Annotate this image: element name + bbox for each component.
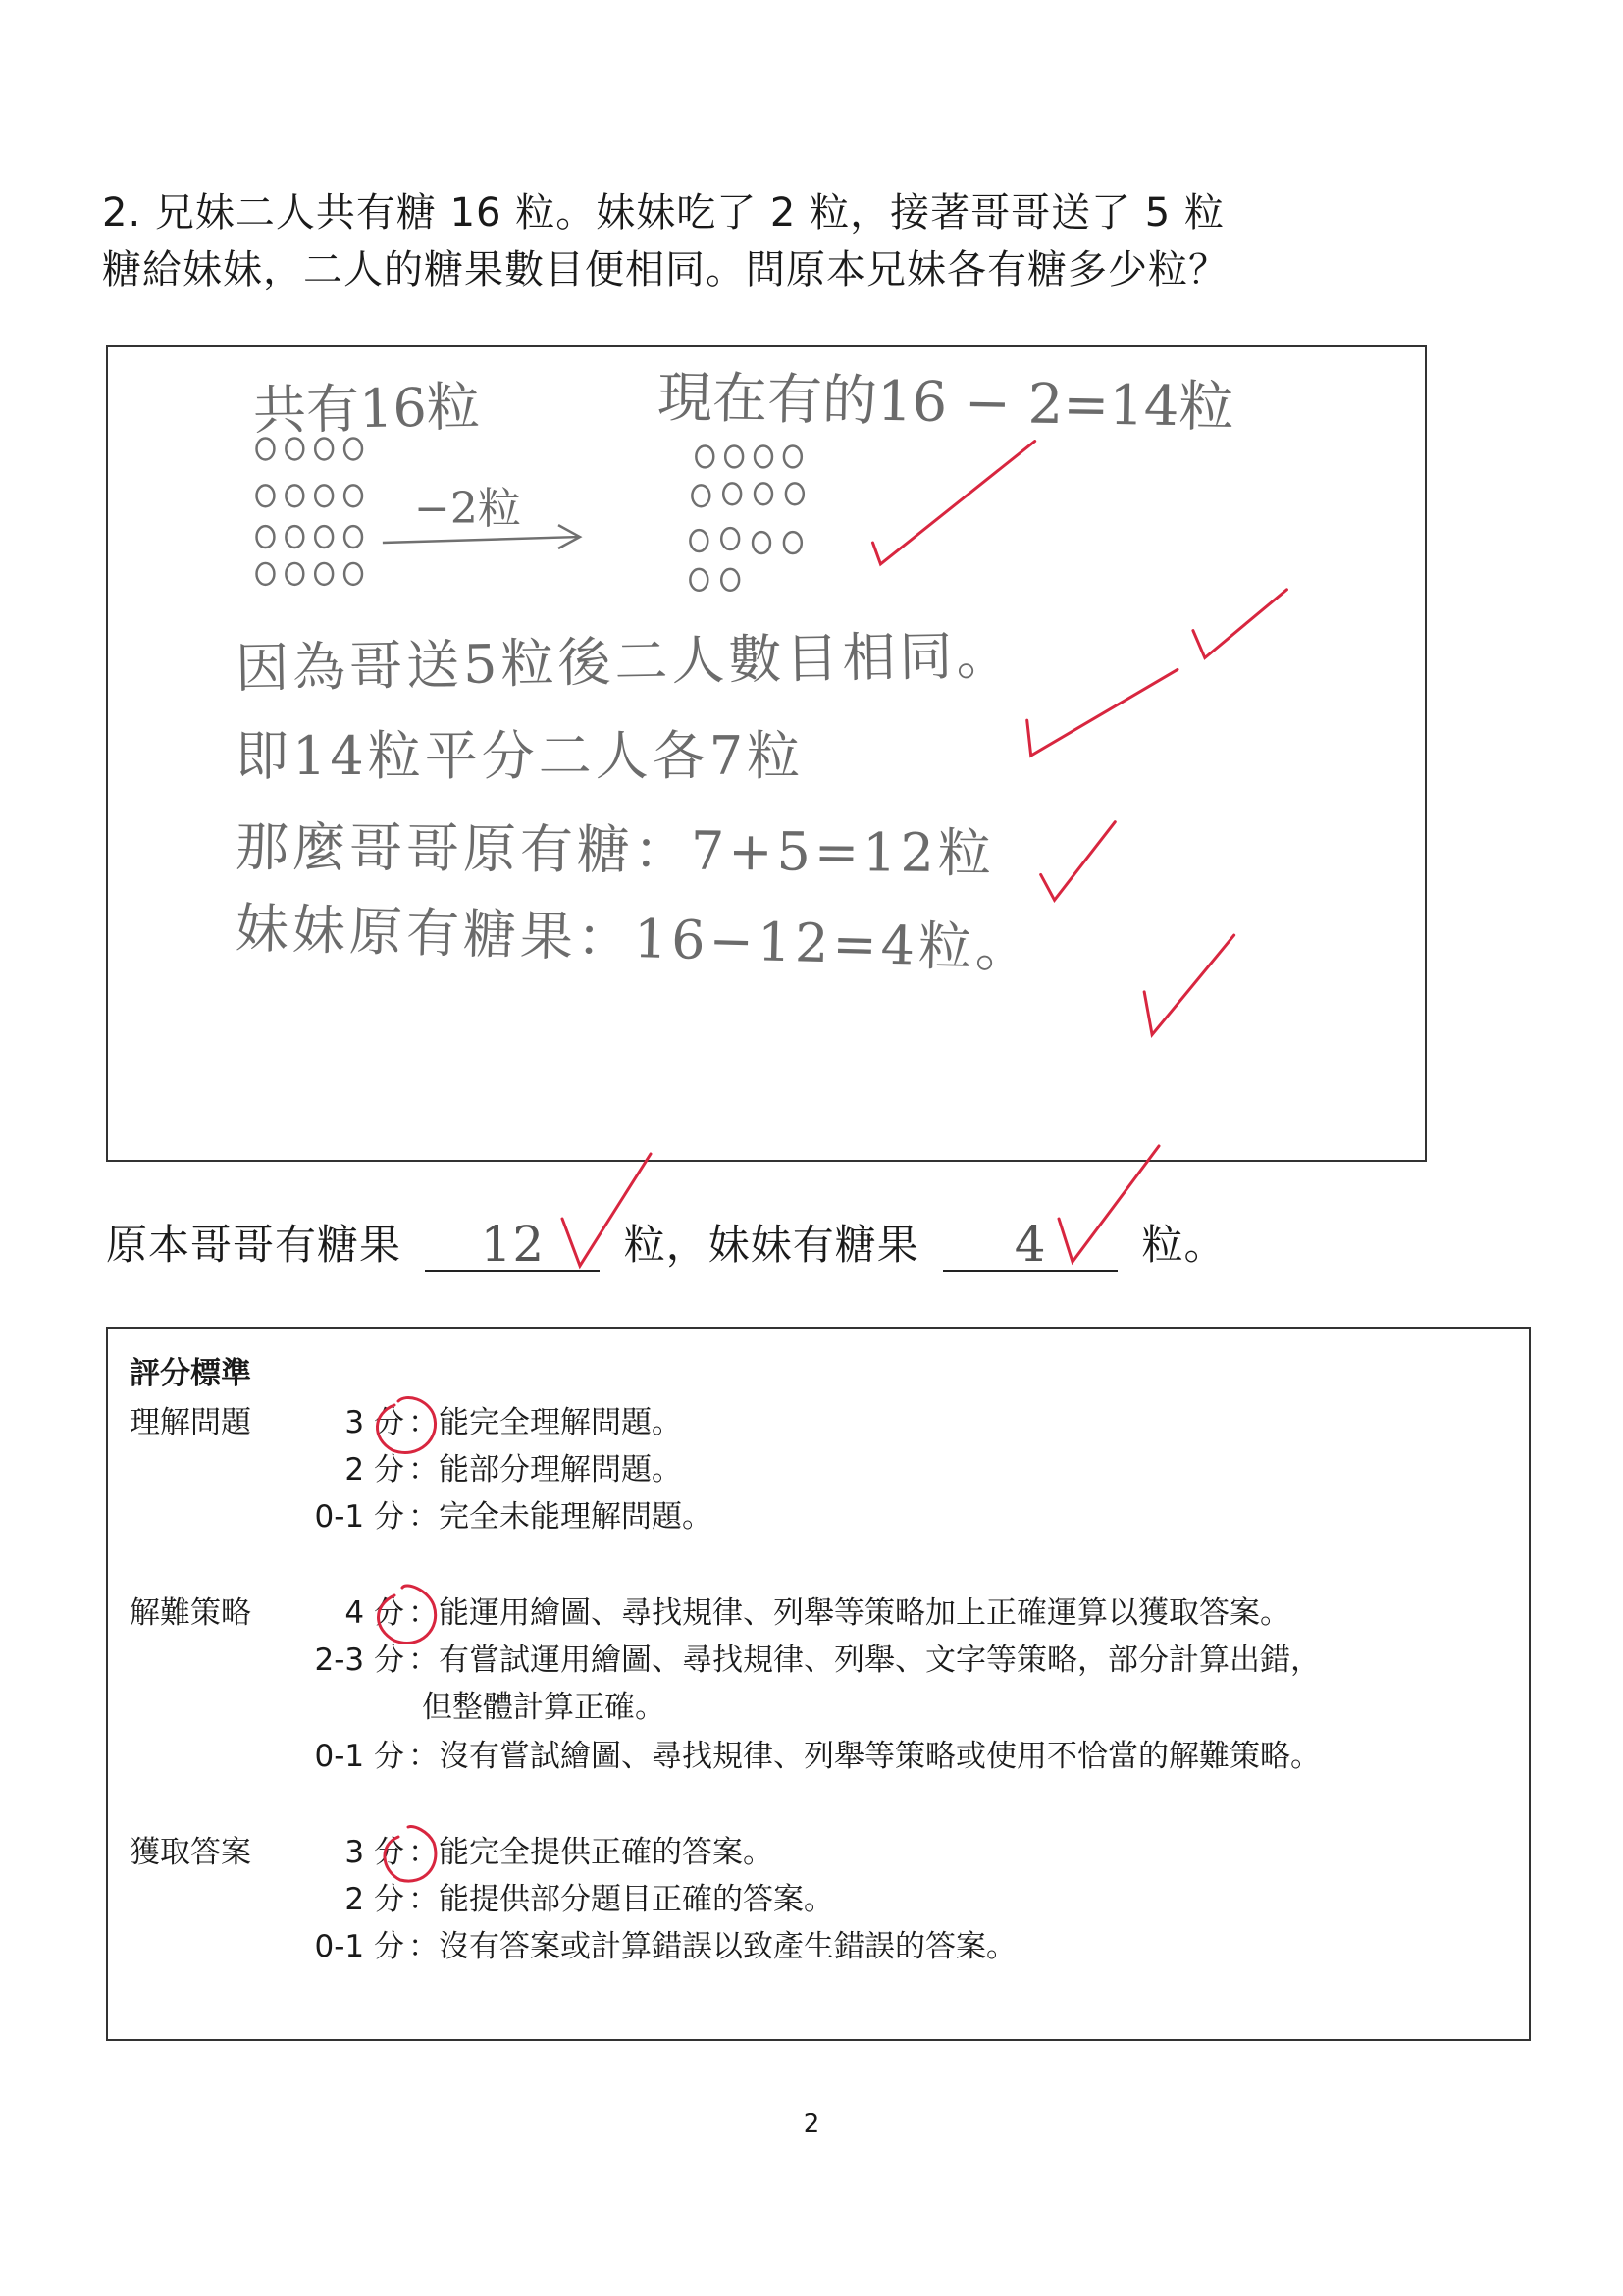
rubric-level: 3 分 ：能完全提供正確的答案。 (344, 1835, 773, 1870)
working-area (106, 345, 1427, 1162)
circle-mark-icon (385, 1827, 436, 1881)
question-line-2: 糖給妹妹，二人的糖果數目便相同。問原本兄妹各有糖多少粒？ (102, 247, 1229, 292)
rubric-level: 但整體計算正確。 (422, 1690, 665, 1725)
rubric-level: 2 分 ：能提供部分題目正確的答案。 (344, 1882, 834, 1917)
rubric-category-answer: 獲取答案 (130, 1835, 251, 1870)
check-mark-icon (872, 442, 1034, 564)
rubric-box (106, 1327, 1531, 2041)
work-arrow-label: −2粒 (414, 484, 521, 534)
answer-suffix: 粒。 (1141, 1221, 1227, 1269)
brother-answer-value: 12 (480, 1216, 546, 1273)
question-text (102, 184, 1397, 298)
check-mark-icon (1027, 669, 1178, 756)
page-number: 2 (803, 2110, 820, 2139)
rubric-level: 0-1 分 ：沒有答案或計算錯誤以致產生錯誤的答案。 (314, 1929, 1017, 1964)
work-line-3: 那麼哥哥原有糖：7+5=12粒 (235, 815, 996, 885)
sister-answer-value: 4 (1014, 1216, 1047, 1273)
rubric-level: 4 分 ：能運用繪圖、尋找規律、列舉等策略加上正確運算以獲取答案。 (344, 1595, 1290, 1631)
candy-circles-right (690, 446, 803, 591)
rubric-level: 2 分 ：能部分理解問題。 (344, 1452, 682, 1487)
rubric-title: 評分標準 (130, 1356, 251, 1391)
score-circle-marks (108, 1329, 1529, 2039)
check-mark-icon (1041, 822, 1116, 901)
check-mark-icon (552, 1150, 660, 1278)
work-line-1: 因為哥送5粒後二人數目相同。 (235, 624, 1014, 700)
check-mark-icon (1144, 935, 1234, 1035)
brother-answer-field[interactable] (425, 1216, 600, 1273)
answer-prefix: 原本哥哥有糖果 (106, 1221, 402, 1269)
rubric-category-strategy: 解難策略 (130, 1595, 251, 1631)
rubric-category-understanding: 理解問題 (130, 1405, 251, 1440)
answer-middle: 粒，妹妹有糖果 (623, 1221, 919, 1269)
work-line-2: 即14粒平分二人各7粒 (236, 725, 805, 787)
check-mark-icon (1193, 590, 1287, 658)
rubric-level: 0-1 分 ：沒有嘗試繪圖、尋找規律、列舉等策略或使用不恰當的解難策略。 (314, 1739, 1321, 1774)
work-now-label: 現在有的16 − 2=14粒 (656, 365, 1235, 441)
work-line-4: 妹妹原有糖果：16−12=4粒。 (235, 897, 1033, 980)
answer-row (106, 1213, 1226, 1272)
sister-answer-field[interactable] (943, 1216, 1118, 1273)
rubric-level: 3 分 ：能完全理解問題。 (344, 1405, 682, 1440)
circle-mark-icon (377, 1397, 435, 1452)
check-mark-icon (1051, 1142, 1178, 1270)
candy-circles-left (257, 439, 362, 585)
rubric-level: 0-1 分 ：完全未能理解問題。 (314, 1499, 712, 1535)
circle-mark-icon (379, 1586, 436, 1643)
arrow-right-icon (383, 525, 580, 548)
work-total-label: 共有16粒 (252, 375, 481, 443)
question-line-1: 2. 兄妹二人共有糖 16 粒。妹妹吃了 2 粒，接著哥哥送了 5 粒 (102, 190, 1225, 235)
rubric-level: 2-3 分 ：有嘗試運用繪圖、尋找規律、列舉、文字等策略，部分計算出錯， (314, 1643, 1321, 1678)
